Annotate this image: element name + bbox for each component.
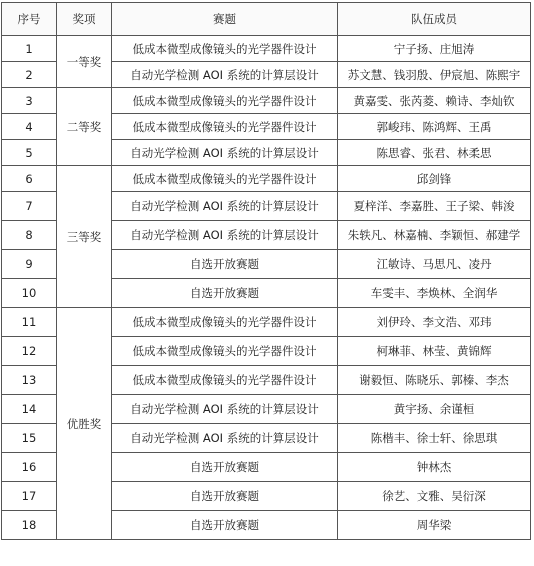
row-members: 陈楷丰、徐士轩、徐思琪 [338, 424, 531, 453]
row-topic: 低成本微型成像镜头的光学器件设计 [112, 114, 338, 140]
row-members: 黄宇扬、余谨桓 [338, 395, 531, 424]
row-topic: 自动光学检测 AOI 系统的计算层设计 [112, 140, 338, 166]
row-members: 朱轶凡、林嘉楠、李颖恒、郝建学 [338, 221, 531, 250]
row-topic: 自选开放赛题 [112, 250, 338, 279]
row-index: 11 [2, 308, 57, 337]
row-members: 徐艺、文雅、吴衍深 [338, 482, 531, 511]
row-members: 钟林杰 [338, 453, 531, 482]
row-members: 车雯丰、李焕林、全润华 [338, 279, 531, 308]
row-topic: 低成本微型成像镜头的光学器件设计 [112, 166, 338, 192]
awards-table [1, 2, 531, 540]
header-topic: 赛题 [112, 3, 338, 36]
row-topic: 自选开放赛题 [112, 482, 338, 511]
row-topic: 低成本微型成像镜头的光学器件设计 [112, 88, 338, 114]
table-row [2, 166, 531, 192]
row-topic: 自选开放赛题 [112, 511, 338, 540]
row-index: 10 [2, 279, 57, 308]
row-topic: 自动光学检测 AOI 系统的计算层设计 [112, 221, 338, 250]
header-award: 奖项 [57, 3, 112, 36]
table-row [2, 36, 531, 62]
row-topic: 自选开放赛题 [112, 279, 338, 308]
row-members: 刘伊玲、李文浩、邓玮 [338, 308, 531, 337]
row-index: 2 [2, 62, 57, 88]
row-index: 7 [2, 192, 57, 221]
row-index: 5 [2, 140, 57, 166]
row-topic: 低成本微型成像镜头的光学器件设计 [112, 308, 338, 337]
row-index: 15 [2, 424, 57, 453]
header-index: 序号 [2, 3, 57, 36]
row-members: 陈思睿、张君、林柔思 [338, 140, 531, 166]
header-row [2, 3, 531, 36]
row-index: 12 [2, 337, 57, 366]
award-cell: 二等奖 [57, 88, 112, 166]
row-members: 宁子扬、庄旭涛 [338, 36, 531, 62]
row-members: 黄嘉雯、张芮菱、赖诗、李灿钦 [338, 88, 531, 114]
row-index: 9 [2, 250, 57, 279]
row-members: 周华梁 [338, 511, 531, 540]
row-members: 谢毅恒、陈晓乐、郭榛、李杰 [338, 366, 531, 395]
row-index: 8 [2, 221, 57, 250]
row-members: 苏文慧、钱羽殷、伊宸旭、陈熙宇 [338, 62, 531, 88]
row-topic: 低成本微型成像镜头的光学器件设计 [112, 366, 338, 395]
row-members: 郭峻玮、陈鸿辉、王禹 [338, 114, 531, 140]
award-cell: 三等奖 [57, 166, 112, 308]
row-topic: 自动光学检测 AOI 系统的计算层设计 [112, 62, 338, 88]
row-topic: 自动光学检测 AOI 系统的计算层设计 [112, 395, 338, 424]
row-index: 16 [2, 453, 57, 482]
row-index: 17 [2, 482, 57, 511]
award-cell: 优胜奖 [57, 308, 112, 540]
row-index: 18 [2, 511, 57, 540]
row-index: 1 [2, 36, 57, 62]
row-members: 柯琳菲、林莹、黄锦辉 [338, 337, 531, 366]
row-members: 邱剑锋 [338, 166, 531, 192]
row-topic: 自动光学检测 AOI 系统的计算层设计 [112, 424, 338, 453]
award-cell: 一等奖 [57, 36, 112, 88]
header-members: 队伍成员 [338, 3, 531, 36]
table-row [2, 88, 531, 114]
row-topic: 自动光学检测 AOI 系统的计算层设计 [112, 192, 338, 221]
row-index: 4 [2, 114, 57, 140]
row-index: 14 [2, 395, 57, 424]
row-index: 13 [2, 366, 57, 395]
row-topic: 自选开放赛题 [112, 453, 338, 482]
row-index: 3 [2, 88, 57, 114]
row-members: 江敏诗、马思凡、凌丹 [338, 250, 531, 279]
table-row [2, 308, 531, 337]
row-members: 夏梓洋、李嘉胜、王子梁、韩浚 [338, 192, 531, 221]
row-topic: 低成本微型成像镜头的光学器件设计 [112, 337, 338, 366]
row-topic: 低成本微型成像镜头的光学器件设计 [112, 36, 338, 62]
row-index: 6 [2, 166, 57, 192]
